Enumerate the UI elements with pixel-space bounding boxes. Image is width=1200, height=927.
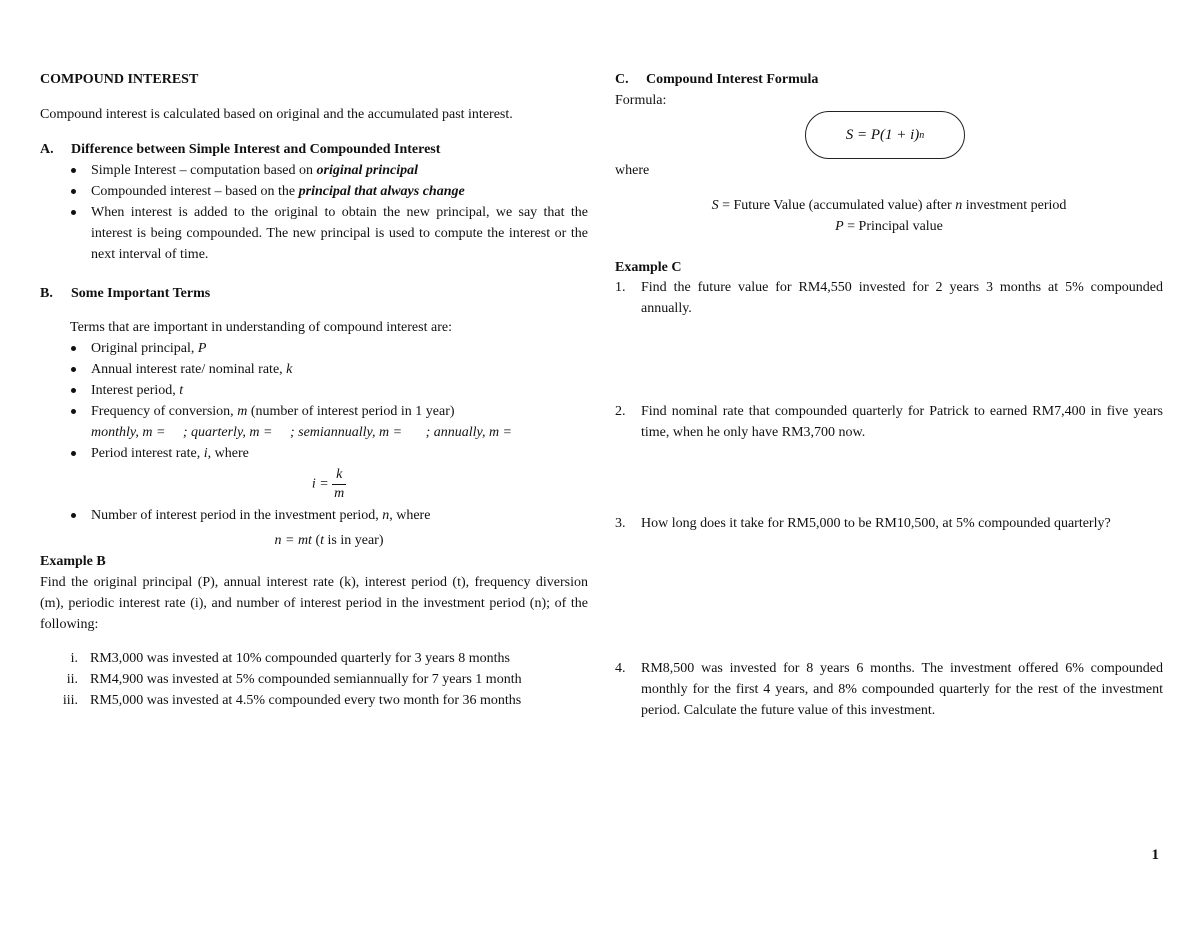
interest-periods-formula [40, 530, 588, 551]
example-c-title: Example C [615, 260, 682, 275]
term-variable: t [179, 383, 184, 398]
list-item [70, 401, 588, 443]
definition-text: investment period [962, 198, 1067, 213]
where-label: where [615, 163, 650, 178]
item-number: 4. [615, 661, 626, 676]
right-column [615, 67, 1163, 747]
section-c-title: Compound Interest Formula [646, 72, 819, 87]
section-b-label: B. [40, 286, 53, 301]
fraction-denominator: m [334, 486, 345, 501]
term-variable: m [237, 404, 248, 419]
section-b-intro: Terms that are important in understanding of compound interest are: [70, 320, 452, 335]
item-text: RM4,900 was invested at 5% compounded semiannually for 7 years 1 month [90, 672, 522, 687]
formula-note: is in year) [324, 533, 384, 548]
formula-n: n = mt [274, 533, 312, 548]
example-b-text: Find the original principal (P), annual interest rate (k), interest period (t), frequency diversion (m), periodic interest rate (i), and number of interest period in the investment period (n); of the following: [40, 575, 588, 632]
list-item [40, 690, 588, 711]
period-rate-formula [40, 466, 588, 503]
list-item [70, 443, 588, 464]
term-text: Annual interest rate/ nominal rate, [91, 362, 287, 377]
item-text: How long does it take for RM5,000 to be RM10,500, at 5% compounded quarterly? [641, 516, 1111, 531]
term-variable: n [382, 508, 390, 523]
term-text: Period interest rate, [91, 446, 204, 461]
section-b-heading [40, 283, 588, 304]
fraction [332, 466, 346, 503]
section-b-list [40, 338, 588, 464]
list-item [70, 160, 588, 181]
variable-s: S [711, 198, 719, 213]
list-item [40, 648, 588, 669]
section-a-title: Difference between Simple Interest and Compounded Interest [71, 142, 441, 157]
item-number: i. [70, 651, 78, 666]
definition-p [615, 216, 1163, 237]
term-variable: k [286, 362, 293, 377]
frequency-values [91, 422, 588, 443]
item-number: iii. [62, 693, 78, 708]
list-item [70, 359, 588, 380]
item-text: RM3,000 was invested at 10% compounded quarterly for 3 years 8 months [90, 651, 510, 666]
intro-paragraph: Compound interest is calculated based on original and the accumulated past interest. [40, 107, 513, 122]
term-variable: i [203, 446, 208, 461]
variable-p: P [835, 219, 844, 234]
list-item [615, 658, 1163, 721]
item-text: RM8,500 was invested for 8 years 6 months. The investment offered 6% compounded monthly for the first 4 years, and 8% compounded quarterly for the rest of the investment period. Calculate the future value of this investment. [641, 661, 1163, 718]
formula-note-var: t [320, 533, 325, 548]
term-text: , where [207, 446, 249, 461]
freq-annual: ; annually, m = [425, 425, 513, 440]
example-b-items [40, 648, 588, 711]
list-item [70, 505, 588, 526]
list-item-emphasis: principal that always change [298, 184, 465, 199]
item-number: 2. [615, 404, 626, 419]
term-text: Interest period, [91, 383, 180, 398]
definition-s [615, 195, 1163, 216]
item-text: Find nominal rate that compounded quarterly for Patrick to earned RM7,400 in five years time, when he only have RM3,700 now. [641, 404, 1163, 440]
term-variable: P [197, 341, 207, 356]
formula-label: Formula: [615, 93, 667, 108]
page-number: 1 [1151, 847, 1159, 863]
section-a-label: A. [40, 142, 54, 157]
definition-text: = Principal value [843, 219, 943, 234]
list-item [70, 338, 588, 359]
document-title: COMPOUND INTEREST [40, 72, 199, 87]
section-b-title: Some Important Terms [71, 286, 211, 301]
list-item-emphasis: original principal [316, 163, 419, 178]
term-text: Frequency of conversion, [91, 404, 238, 419]
section-c-heading [615, 69, 1163, 90]
definition-var: n [955, 198, 963, 213]
variable-definitions [615, 195, 1163, 237]
section-a-list [40, 160, 588, 265]
freq-monthly: monthly, m = [91, 425, 169, 440]
term-text: (number of interest period in 1 year) [247, 404, 455, 419]
freq-quarterly: ; quarterly, m = [182, 425, 276, 440]
list-item [615, 401, 1163, 443]
term-text: Original principal, [91, 341, 198, 356]
formula-exponent: n [919, 129, 925, 141]
term-text: , where [389, 508, 431, 523]
compound-formula: S = P(1 + i) [845, 126, 920, 143]
term-text: Number of interest period in the investment period, [91, 508, 383, 523]
list-item [615, 277, 1163, 319]
left-column [40, 67, 588, 711]
compound-formula-box [805, 111, 965, 159]
freq-semiannual: ; semiannually, m = [289, 425, 406, 440]
item-number: ii. [66, 672, 78, 687]
formula-lhs: i = [311, 476, 329, 492]
list-item [615, 513, 1163, 534]
list-item-text: Simple Interest – computation based on [91, 163, 317, 178]
item-text: RM5,000 was invested at 4.5% compounded every two month for 36 months [90, 693, 522, 708]
example-b-title: Example B [40, 554, 106, 569]
list-item [40, 669, 588, 690]
section-a-heading [40, 139, 588, 160]
definition-text: = Future Value (accumulated value) after [718, 198, 956, 213]
item-number: 1. [615, 280, 626, 295]
list-item [70, 181, 588, 202]
list-item-text: Compounded interest – based on the [91, 184, 299, 199]
section-c-label: C. [615, 72, 629, 87]
section-b-list-2 [40, 505, 588, 526]
fraction-numerator: k [336, 467, 343, 482]
item-number: 3. [615, 516, 626, 531]
list-item [70, 380, 588, 401]
list-item: When interest is added to the original to obtain the new principal, we say that the interest is being compounded. The new principal is used to compute the interest or the next interval of time. [70, 202, 588, 265]
item-text: Find the future value for RM4,550 invested for 2 years 3 months at 5% compounded annually. [641, 280, 1163, 316]
formula-note: ( [311, 533, 321, 548]
